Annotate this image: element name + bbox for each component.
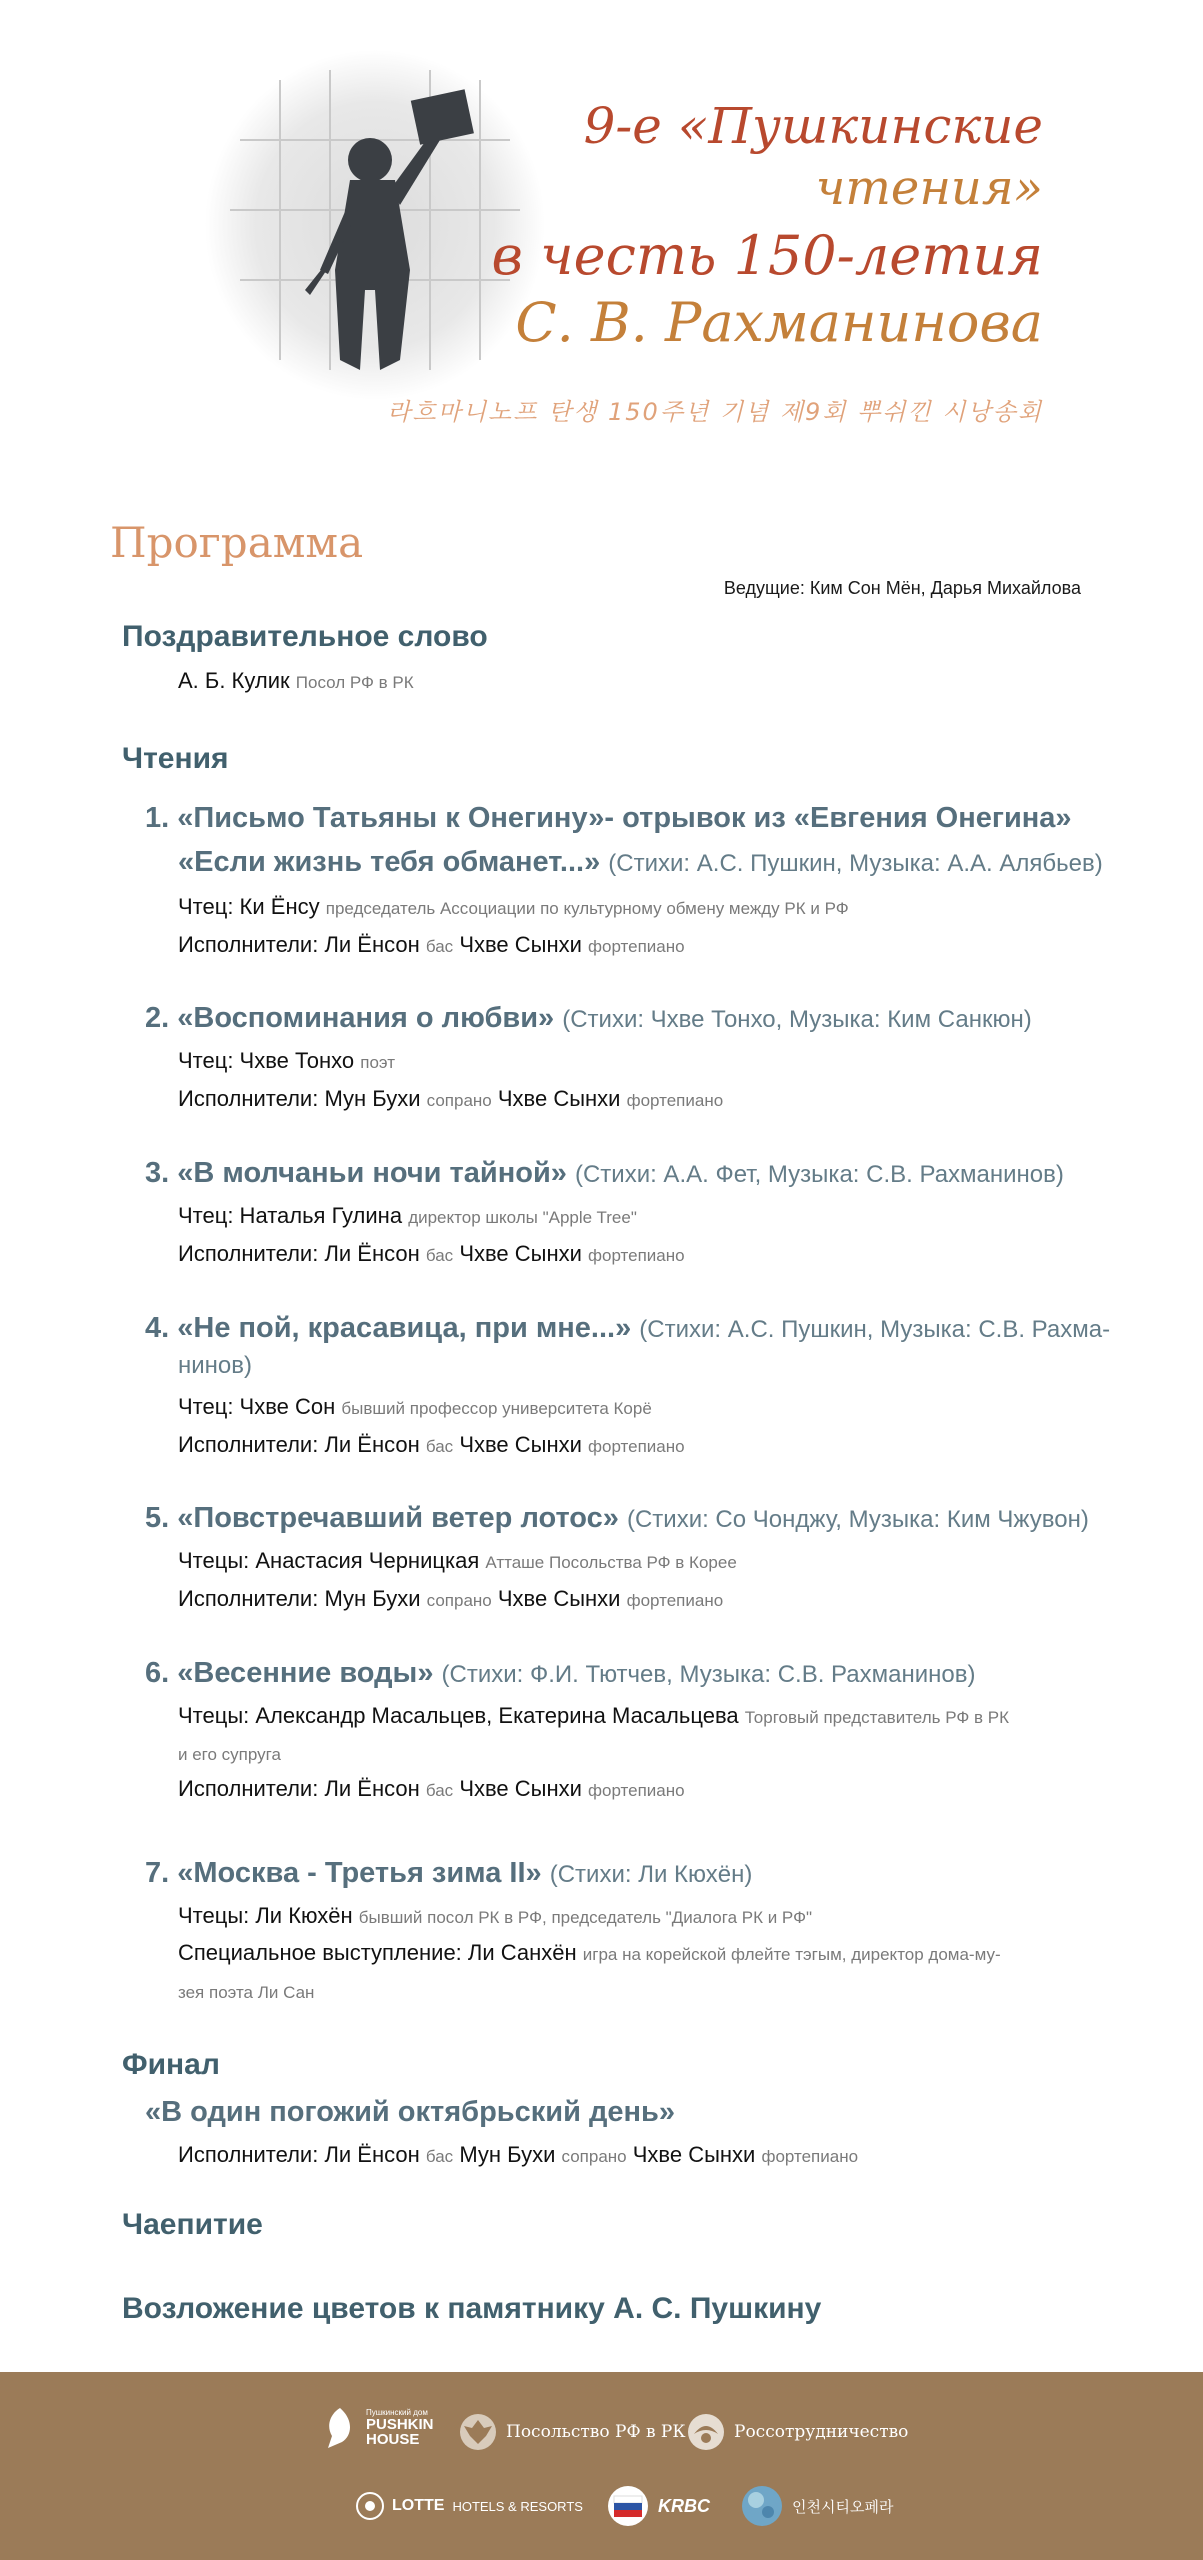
performer-name: Чхве Сынхи <box>632 2142 756 2167</box>
reading-2-name: 2. «Воспоминания о любви» <box>145 1002 555 1034</box>
lotte-rest: HOTELS & RESORTS <box>452 2498 583 2514</box>
reader-role-line2: и его супруга <box>178 1745 281 1764</box>
hosts-line: Ведущие: Ким Сон Мён, Дарья Михайлова <box>723 578 1081 598</box>
reading-2-meta: (Стихи: Чхве Тонхо, Музыка: Ким Санкюн) <box>562 1006 1032 1033</box>
performer-name: Чхве Сынхи <box>459 1776 582 1801</box>
special-role-line2: зея поэта Ли Сан <box>178 1983 315 2002</box>
title-line-1: 9-е «Пушкинские <box>583 97 1043 155</box>
pushkin-house-icon <box>322 2406 358 2450</box>
performer-role: сопрано <box>426 1591 492 1610</box>
reading-7-name: 7. «Москва - Третья зима II» <box>145 1857 542 1889</box>
reading-4-reader <box>178 1394 652 1420</box>
performer-role: фортепиано <box>588 937 685 956</box>
reading-6-reader-cont <box>178 1740 281 1766</box>
eagle-emblem-icon <box>458 2412 498 2452</box>
performer-role: фортепиано <box>626 1091 724 1110</box>
performer-name: Исполнители: Мун Бухи <box>178 1086 421 1111</box>
reading-6-meta: (Стихи: Ф.И. Тютчев, Музыка: С.В. Рахманинов) <box>441 1661 976 1688</box>
finale-heading: Финал <box>122 2048 220 2081</box>
reader-role: бывший профессор университета Корё <box>341 1399 652 1418</box>
reading-3-meta: (Стихи: А.А. Фет, Музыка: С.В. Рахманинов) <box>574 1161 1064 1188</box>
reading-6-name: 6. «Весенние воды» <box>145 1657 434 1689</box>
reading-3-performers <box>178 1241 685 1267</box>
performer-name: Исполнители: Ли Ёнсон <box>178 1432 420 1457</box>
lotte-icon <box>356 2492 384 2520</box>
performer-role: бас <box>425 937 454 956</box>
performer-name: Чхве Сынхи <box>497 1586 621 1611</box>
reader-role: поэт <box>360 1053 395 1072</box>
speaker-name: А. Б. Кулик <box>178 668 290 693</box>
reading-1-title-cont <box>178 844 1103 880</box>
logo-sub-text: HOUSE <box>366 2431 420 2448</box>
reading-5-title <box>145 1500 1089 1536</box>
speaker-role: Посол РФ в РК <box>295 673 414 692</box>
reader-role: Атташе Посольства РФ в Корее <box>485 1553 737 1572</box>
logo-main-text: PUSHKIN <box>366 2416 434 2433</box>
special-performer: Специальное выступление: Ли Санхён <box>178 1940 577 1965</box>
reading-4-meta-cont <box>178 1346 252 1382</box>
performer-role: бас <box>425 1246 454 1265</box>
reader-name: Чтецы: Александр Масальцев, Екатерина Масальцева <box>178 1703 739 1728</box>
flowers-heading: Возложение цветов к памятнику А. С. Пушкину <box>122 2292 822 2325</box>
reader-role: Торговый представитель РФ в РК <box>744 1708 1009 1727</box>
reader-role: директор школы "Apple Tree" <box>408 1208 637 1227</box>
performer-name: Мун Бухи <box>459 2142 556 2167</box>
performer-role: фортепиано <box>588 1781 685 1800</box>
reader-name: Чтецы: Анастасия Черницкая <box>178 1548 480 1573</box>
performer-name: Чхве Сынхи <box>459 1432 582 1457</box>
reading-7-meta: (Стихи: Ли Кюхён) <box>549 1861 753 1888</box>
pushkin-house-logo <box>322 2406 434 2450</box>
title-line-4: С. В. Рахманинова <box>515 291 1043 354</box>
performer-name: Исполнители: Мун Бухи <box>178 1586 421 1611</box>
reading-3-reader <box>178 1203 637 1229</box>
reading-7-special <box>178 1940 1001 1966</box>
title-line-3: в честь 150-летия <box>491 223 1043 287</box>
performer-name: Чхве Сынхи <box>497 1086 621 1111</box>
embassy-logo <box>458 2412 686 2452</box>
performer-name: Исполнители: Ли Ёнсон <box>178 2142 420 2167</box>
reader-name: Чтецы: Ли Кюхён <box>178 1903 353 1928</box>
performer-role: сопрано <box>426 1091 492 1110</box>
reader-name: Чтец: Чхве Сон <box>178 1394 336 1419</box>
finale-title: «В один погожий октябрьский день» <box>145 2096 675 2128</box>
reading-1-title: 1. «Письмо Татьяны к Онегину»- отрывок из «Евгения Онегина» <box>145 802 1072 834</box>
header <box>0 0 1203 470</box>
performer-name: Исполнители: Ли Ёнсон <box>178 932 420 957</box>
reading-6-title <box>145 1655 975 1691</box>
incheon-opera-logo <box>740 2484 893 2528</box>
reading-3-title <box>145 1155 1064 1191</box>
reading-4-performers <box>178 1432 685 1458</box>
performer-name: Чхве Сынхи <box>459 1241 582 1266</box>
performer-role: фортепиано <box>761 2147 859 2166</box>
reading-4-title <box>145 1310 1110 1346</box>
krbc-logo <box>606 2484 710 2528</box>
reader-name: Чтец: Наталья Гулина <box>178 1203 403 1228</box>
reader-name: Чтец: Ки Ёнсу <box>178 894 320 919</box>
reader-role: председатель Ассоциации по культурному обмену между РК и РФ <box>325 899 849 918</box>
performer-role: сопрано <box>561 2147 627 2166</box>
reading-2-reader <box>178 1048 395 1074</box>
reading-4-name: 4. «Не пой, красавица, при мне...» <box>145 1312 632 1344</box>
performer-role: фортепиано <box>626 1591 724 1610</box>
reading-2-performers <box>178 1086 723 1112</box>
rossotrudnichestvo-text: Россотрудничество <box>734 2422 909 2442</box>
rossotrudnichestvo-icon <box>686 2412 726 2452</box>
reading-2-title <box>145 1000 1032 1036</box>
krbc-text: KRBC <box>658 2495 710 2516</box>
reading-5-meta: (Стихи: Со Чонджу, Музыка: Ким Чжувон) <box>626 1506 1089 1533</box>
reading-6-performers <box>178 1776 685 1802</box>
program-title: Программа <box>110 518 364 567</box>
reading-1-performers <box>178 932 685 958</box>
readings-heading: Чтения <box>122 742 229 775</box>
reading-5-performers <box>178 1586 723 1612</box>
embassy-logo-text: Посольство РФ в РК <box>506 2422 686 2442</box>
logo-small-text: Пушкинский дом <box>366 2408 428 2417</box>
reading-7-reader <box>178 1903 812 1929</box>
performer-name: Исполнители: Ли Ёнсон <box>178 1776 420 1801</box>
greeting-heading: Поздравительное слово <box>122 620 488 653</box>
incheon-opera-text: 인천시티오페라 <box>792 2498 894 2516</box>
korean-subtitle: 라흐마니노프 탄생 150주년 기념 제9회 뿌쉬낀 시낭송회 <box>387 398 1043 426</box>
performer-name: Исполнители: Ли Ёнсон <box>178 1241 420 1266</box>
tea-heading: Чаепитие <box>122 2208 263 2241</box>
rossotrudnichestvo-logo <box>686 2412 908 2452</box>
performer-role: фортепиано <box>588 1437 685 1456</box>
sponsors-footer <box>0 2372 1203 2560</box>
performer-role: бас <box>425 1437 454 1456</box>
reading-1-title2: «Если жизнь тебя обманет...» <box>178 846 601 878</box>
reader-name: Чтец: Чхве Тонхо <box>178 1048 355 1073</box>
reading-7-special-cont <box>178 1978 314 2004</box>
flag-globe-icon <box>606 2484 650 2528</box>
reading-1-reader <box>178 894 849 920</box>
lotte-brand: LOTTE <box>392 2497 445 2514</box>
performer-role: бас <box>425 2147 454 2166</box>
title-line-2: чтения» <box>815 159 1043 216</box>
globe-icon <box>740 2484 784 2528</box>
reading-5-name: 5. «Повстречавший ветер лотос» <box>145 1502 619 1534</box>
reading-3-name: 3. «В молчаньи ночи тайной» <box>145 1157 567 1189</box>
reading-4-meta: (Стихи: А.С. Пушкин, Музыка: С.В. Рахма- <box>639 1316 1111 1343</box>
reading-4-meta-line2: нинов) <box>178 1352 253 1379</box>
greeting-speaker <box>178 668 414 694</box>
reading-6-reader <box>178 1703 1009 1729</box>
lotte-hotels-logo <box>356 2492 583 2520</box>
reading-1-meta: (Стихи: А.С. Пушкин, Музыка: А.А. Алябьев) <box>608 850 1103 877</box>
performer-role: бас <box>425 1781 454 1800</box>
reader-role: бывший посол РК в РФ, председатель "Диалога РК и РФ" <box>358 1908 813 1927</box>
event-title <box>423 95 1043 357</box>
reading-7-title <box>145 1855 752 1891</box>
performer-role: фортепиано <box>588 1246 685 1265</box>
finale-performers <box>178 2142 858 2168</box>
reading-5-reader <box>178 1548 737 1574</box>
special-role: игра на корейской флейте тэгым, директор дома-му- <box>582 1945 1001 1964</box>
performer-name: Чхве Сынхи <box>459 932 582 957</box>
